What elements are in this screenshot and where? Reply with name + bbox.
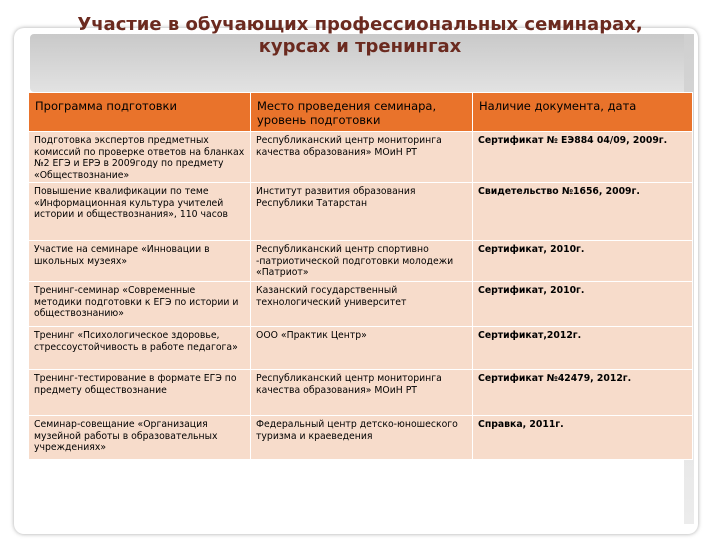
table-row	[29, 282, 693, 327]
cell-program: Тренинг-семинар «Современные методики подготовки к ЕГЭ по истории и обществознанию»	[29, 282, 251, 327]
cell-document: Сертификат, 2010г.	[473, 241, 693, 282]
cell-document: Сертификат №42479, 2012г.	[473, 370, 693, 416]
cell-place: Федеральный центр детско-юношеского туризма и краеведения	[251, 416, 473, 460]
table-row	[29, 370, 693, 416]
cell-document: Сертификат,2012г.	[473, 327, 693, 370]
cell-place: Институт развития образования Республики Татарстан	[251, 183, 473, 241]
cell-place: ООО «Практик Центр»	[251, 327, 473, 370]
column-header-program: Программа подготовки	[29, 93, 251, 132]
cell-program: Повышение квалификации по теме «Информационная культура учителей истории и обществознания», 110 часов	[29, 183, 251, 241]
cell-document: Сертификат № ЕЭ884 04/09, 2009г.	[473, 132, 693, 183]
table-row	[29, 241, 693, 282]
page-title	[40, 14, 680, 58]
table-header-row	[29, 93, 693, 132]
table-row	[29, 327, 693, 370]
cell-program: Участие на семинаре «Инновации в школьных музеях»	[29, 241, 251, 282]
cell-place: Казанский государственный технологический университет	[251, 282, 473, 327]
cell-place: Республиканский центр мониторинга качества образования» МОиН РТ	[251, 370, 473, 416]
table-row	[29, 416, 693, 460]
table-row	[29, 183, 693, 241]
column-header-place: Место проведения семинара, уровень подготовки	[251, 93, 473, 132]
cell-program: Семинар-совещание «Организация музейной работы в образовательных учреждениях»	[29, 416, 251, 460]
cell-program: Тренинг-тестирование в формате ЕГЭ по предмету обществознание	[29, 370, 251, 416]
column-header-document: Наличие документа, дата	[473, 93, 693, 132]
page-title-line-2: курсах и тренингах	[258, 36, 462, 57]
page-title-line-1: Участие в обучающих профессиональных семинарах,	[77, 14, 643, 35]
cell-document: Сертификат, 2010г.	[473, 282, 693, 327]
cell-document: Свидетельство №1656, 2009г.	[473, 183, 693, 241]
cell-place: Республиканский центр спортивно -патриотической подготовки молодежи «Патриот»	[251, 241, 473, 282]
seminars-table	[28, 92, 693, 460]
table-row	[29, 132, 693, 183]
cell-program: Тренинг «Психологическое здоровье, стрессоустойчивость в работе педагога»	[29, 327, 251, 370]
cell-document: Справка, 2011г.	[473, 416, 693, 460]
cell-program: Подготовка экспертов предметных комиссий по проверке ответов на бланках №2 ЕГЭ и ЕРЭ в 2009году по предмету «Обществознание»	[29, 132, 251, 183]
cell-place: Республиканский центр мониторинга качества образования» МОиН РТ	[251, 132, 473, 183]
